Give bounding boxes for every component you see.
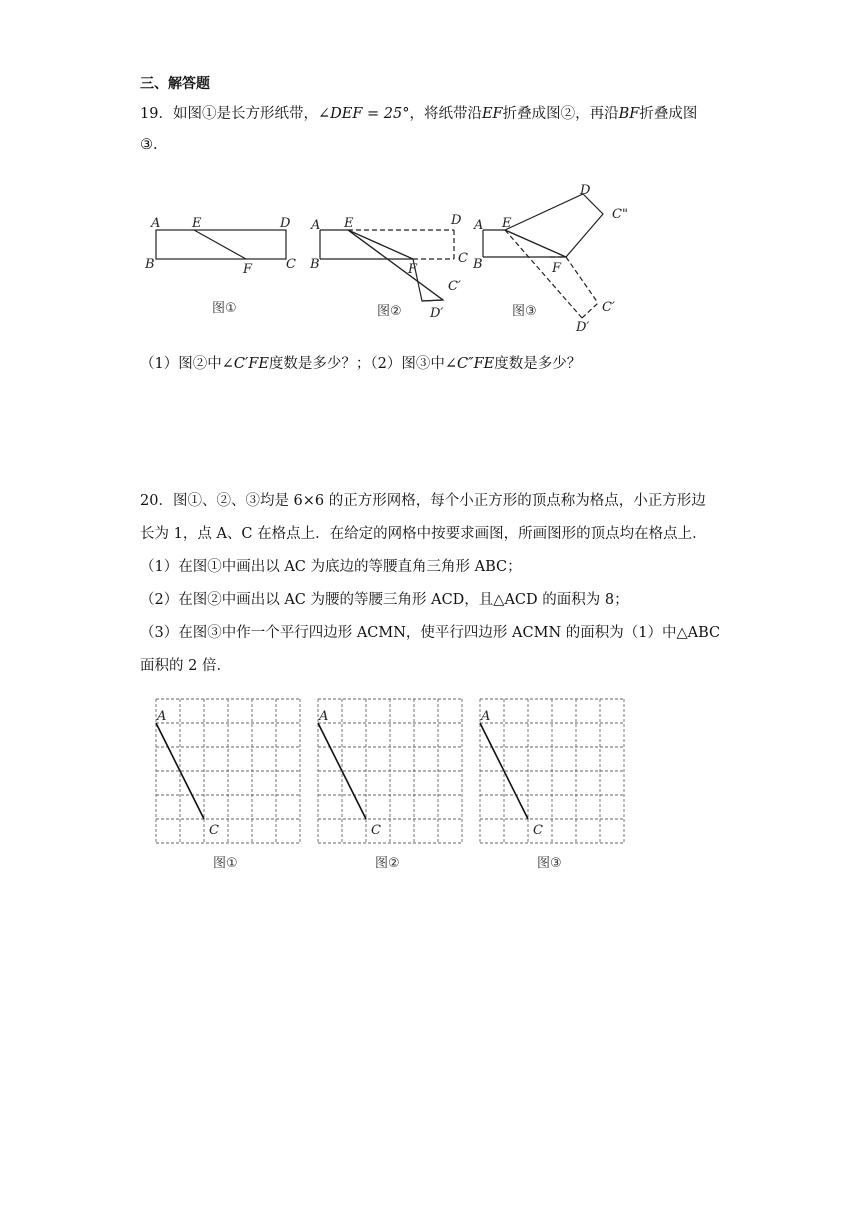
q20-part2: （2）在图②中画出以 AC 为腰的等腰三角形 ACD，且△ACD 的面积为 8； — [140, 592, 629, 608]
fig3-label-d: D — [580, 183, 591, 198]
q19-figure-2 — [308, 200, 478, 330]
fig1-label-c: C — [286, 257, 296, 272]
grid-label-a: A — [481, 709, 491, 724]
section-heading: 三、解答题 — [140, 76, 210, 92]
fig1-label-b: B — [145, 257, 155, 272]
fig1-caption: 图① — [212, 301, 237, 316]
q19-sub2-angle: ∠C″FE — [444, 356, 495, 372]
fig3-label-a: A — [474, 218, 484, 233]
q19-sub1-pre: （1）图②中 — [140, 356, 222, 372]
fig3-label-b: B — [473, 257, 483, 272]
fig1-label-d: D — [280, 216, 291, 231]
q20-line2: 长为 1，点 A、C 在格点上．在给定的网格中按要求画图，所画图形的顶点均在格点上． — [140, 526, 707, 542]
q20-grid-3-caption: 图③ — [537, 856, 562, 871]
fig2-label-d-prime: D′ — [430, 306, 444, 321]
fig2-label-a: A — [311, 218, 321, 233]
q19-angle-def: ∠DEF = 25° — [317, 106, 410, 122]
q19-sub2-post: 度数是多少？ — [494, 356, 582, 372]
q19-sub1-angle: ∠C′FE — [221, 356, 269, 372]
q19-text-post: 折叠成图 — [639, 106, 698, 122]
q19-text-pre: 19．如图①是长方形纸带， — [140, 106, 318, 122]
fig3-label-f: F — [552, 261, 562, 276]
q19-subquestions — [140, 354, 581, 374]
fig3-label-e: E — [502, 216, 512, 231]
q20-grid-2-caption: 图② — [375, 856, 400, 871]
fig3-label-c-double-prime: C" — [612, 207, 628, 222]
fig2-label-c: C — [458, 251, 468, 266]
q19-fold-ef: EF — [481, 106, 503, 122]
fig1-label-f: F — [243, 262, 253, 277]
q20-grid-3 — [480, 699, 624, 879]
q19-text-mid2: 折叠成图②，再沿 — [502, 106, 619, 122]
q19-sub1-post: 度数是多少？；（2）图③中 — [268, 356, 445, 372]
q20-grid-1-caption: 图① — [213, 856, 238, 871]
q20-part3-line1: （3）在图③中作一个平行四边形 ACMN，使平行四边形 ACMN 的面积为（1）中△ABC — [140, 625, 721, 641]
q20-part1: （1）在图①中画出以 AC 为底边的等腰直角三角形 ABC； — [140, 559, 522, 575]
q20-grid-2 — [318, 699, 462, 879]
q19-line1 — [140, 104, 697, 124]
fig2-label-d: D — [451, 213, 462, 228]
fig3-label-c-prime: C′ — [602, 300, 615, 315]
fig2-label-e: E — [344, 216, 354, 231]
q19-figure-1 — [140, 200, 310, 330]
fig2-caption: 图② — [377, 304, 402, 319]
q20-part3-line2: 面积的 2 倍． — [140, 658, 231, 674]
fig2-label-f: F — [408, 262, 418, 277]
q19-figure-3 — [470, 178, 660, 338]
fig2-label-c-prime: C′ — [448, 279, 461, 294]
q19-line2: ③. — [140, 137, 158, 153]
q20-grid-1 — [156, 699, 300, 879]
grid-label-a: A — [157, 709, 167, 724]
fig3-label-d-prime: D′ — [576, 320, 590, 335]
grid-label-a: A — [319, 709, 329, 724]
grid-label-c: C — [371, 823, 381, 838]
q19-text-mid: ，将纸带沿 — [409, 106, 482, 122]
grid-label-c: C — [533, 823, 543, 838]
fig1-label-a: A — [151, 216, 161, 231]
fig1-label-e: E — [192, 216, 202, 231]
grid-label-c: C — [209, 823, 219, 838]
q19-fold-bf: BF — [618, 106, 640, 122]
fig3-caption: 图③ — [512, 304, 537, 319]
fig2-label-b: B — [310, 257, 320, 272]
q20-line1: 20．图①、②、③均是 6×6 的正方形网格，每个小正方形的顶点称为格点，小正方形边 — [140, 493, 706, 509]
